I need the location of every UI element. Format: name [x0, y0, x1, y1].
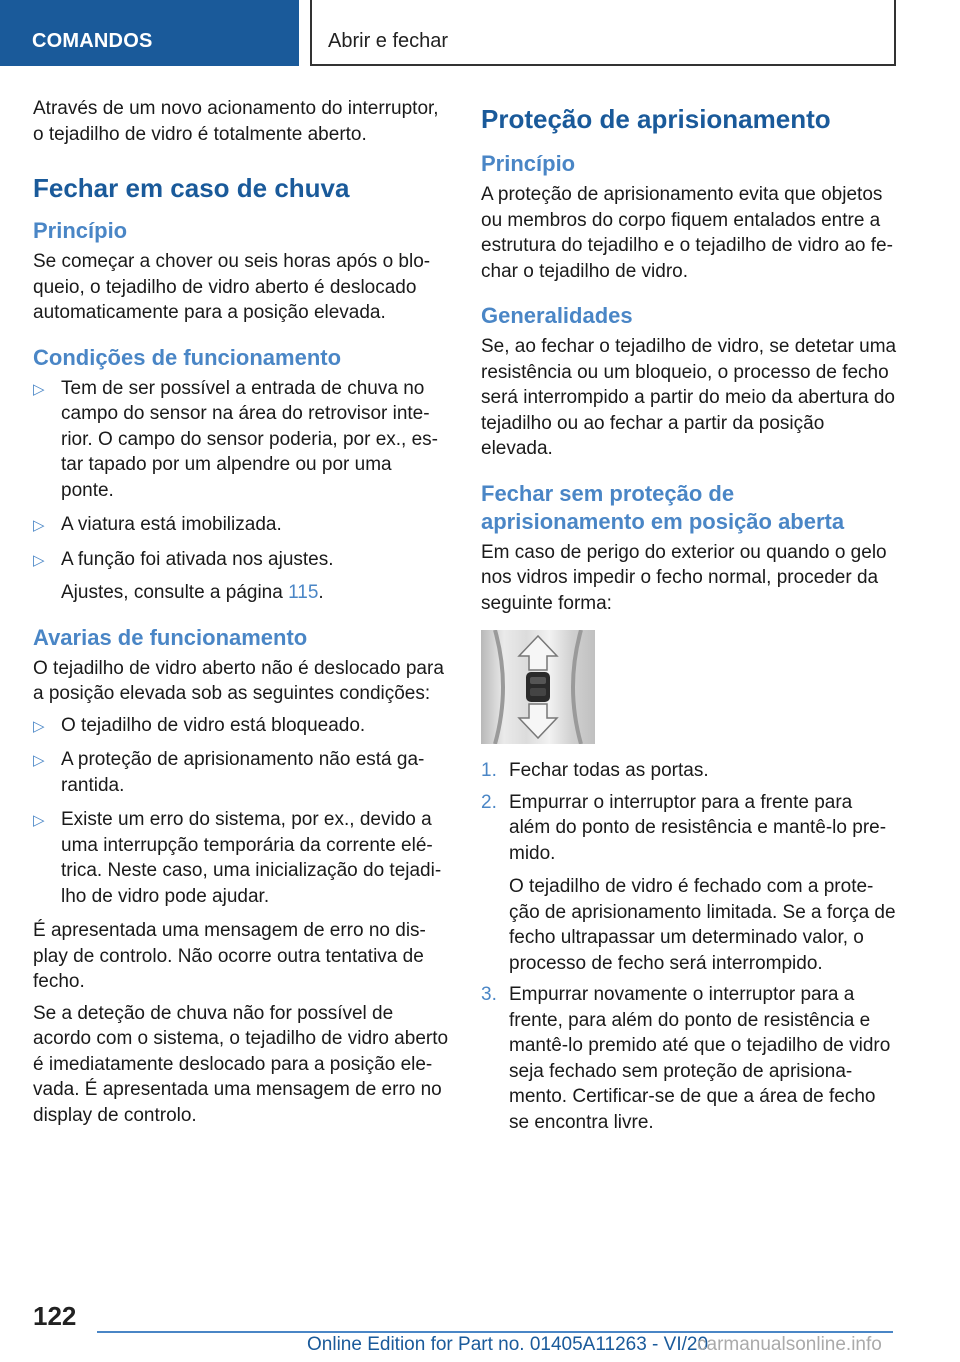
- steps-list: [481, 758, 897, 1135]
- list-item: ▷ A função foi ativada nos ajustes. Ajustes, consulte a página 115.: [33, 547, 449, 606]
- section-tab: [0, 0, 299, 66]
- list-item: 2. Empurrar o interruptor para a frente para além do ponto de resistência e mantê-lo pre‐mido. O tejadilho de vidro é fechado com a prote‐ção de aprisionamento limitada. Se a força de fecho ultrapassar um determinado valor, o processo de fecho será interrompido.: [481, 790, 897, 977]
- principle-paragraph-right: A proteção de aprisionamento evita que objetos ou membros do corpo fiquem entalados entre a estrutura do tejadilho e o tejadilho de vidro ao fe‐char o tejadilho de vidro.: [481, 184, 893, 282]
- heading-close-rain: Fechar em caso de chuva: [33, 173, 350, 203]
- heading-general: Generalidades: [481, 303, 633, 328]
- heading-pinch-protection: Proteção de aprisionamento: [481, 104, 831, 134]
- malfunctions-list: [33, 713, 449, 910]
- watermark: carmanualsonline.info: [697, 1334, 882, 1355]
- list-item: ▷ Tem de ser possível a entrada de chuva no campo do sensor na área do retrovisor inte‐rior. O campo do sensor poderia, por ex., es‐tar tapado por um alpendre ou por uma ponte.: [33, 377, 439, 501]
- topic-label: Abrir e fechar: [328, 30, 449, 52]
- page-link[interactable]: 115: [288, 582, 319, 603]
- principle-paragraph-left: Se começar a chover ou seis horas após o blo‐queio, o tejadilho de vidro aberto é deslocado automaticamente para a posição elevada.: [33, 251, 431, 323]
- heading-close-without-pinch: Fechar sem proteção de aprisionamento em posição aberta: [481, 480, 845, 534]
- list-item: 3. Empurrar novamente o interruptor para a frente, para além do ponto de resistência e mantê-lo premido até que o tejadilho de vidro seja fechado sem proteção de aprisiona‐mento. Certificar-se de que a área de fecho se encontra livre.: [481, 984, 891, 1133]
- page-number: 122: [33, 1301, 77, 1331]
- triangle-bullet-icon: ▷: [33, 551, 45, 569]
- section-label: COMANDOS: [32, 30, 153, 52]
- heading-conditions: Condições de funcionamento: [33, 344, 342, 370]
- error-message-paragraph: É apresentada uma mensagem de erro no dis‐play de controlo. Não ocorre outra tentativa de fecho.: [33, 920, 426, 992]
- malfunction-intro: O tejadilho de vidro aberto não é deslocado para a posição elevada sob as seguintes condições:: [33, 657, 444, 704]
- list-item: 1. Fechar todas as portas.: [481, 760, 709, 781]
- settings-reference: Ajustes, consulte a página 115.: [61, 582, 324, 603]
- list-item: ▷ A viatura está imobilizada.: [33, 512, 449, 538]
- triangle-bullet-icon: ▷: [33, 517, 45, 534]
- triangle-bullet-icon: ▷: [33, 752, 45, 769]
- triangle-bullet-icon: ▷: [33, 812, 45, 829]
- roof-switch-image: [481, 630, 595, 744]
- topic-tab: [310, 0, 896, 66]
- left-column: [33, 96, 449, 1134]
- conditions-list: [33, 376, 449, 606]
- edition-text: Online Edition for Part no. 01405A11263 - VI/20: [307, 1334, 709, 1355]
- danger-paragraph: Em caso de perigo do exterior ou quando o gelo nos vidros impedir o fecho normal, proceder da seguinte forma:: [481, 541, 887, 614]
- triangle-bullet-icon: ▷: [33, 717, 45, 735]
- heading-principle-right: Princípio: [481, 151, 576, 176]
- heading-principle-left: Princípio: [33, 218, 128, 243]
- list-item: ▷ O tejadilho de vidro está bloqueado.: [33, 713, 449, 739]
- intro-paragraph: Através de um novo acionamento do interruptor, o tejadilho de vidro é totalmente aberto.: [33, 98, 439, 145]
- footer-divider: [97, 1331, 893, 1333]
- list-item: ▷ A proteção de aprisionamento não está ga‐rantida.: [33, 749, 425, 796]
- right-column: [481, 96, 897, 1141]
- roof-switch-illustration: [481, 630, 595, 744]
- rain-detection-paragraph: Se a deteção de chuva não for possível de acordo com o sistema, o tejadilho de vidro aberto é imediatamente deslocado para a posição ele‐vada. É apresentada uma mensagem de erro no display de controlo.: [33, 1002, 449, 1126]
- triangle-bullet-icon: ▷: [33, 380, 45, 398]
- step-note: O tejadilho de vidro é fechado com a prote‐ção de aprisionamento limitada. Se a força de fecho ultrapassar um determinado valor, o processo de fecho será interrompido.: [509, 876, 896, 974]
- heading-malfunctions: Avarias de funcionamento: [33, 624, 308, 650]
- list-item: ▷ Existe um erro do sistema, por ex., devido a uma interrupção temporária da corrente elé‐trica. Neste caso, uma inicialização do tejadi‐lho de vidro pode ajudar.: [33, 809, 442, 907]
- general-paragraph: Se, ao fechar o tejadilho de vidro, se detetar uma resistência ou um bloqueio, o processo de fecho será interrompido a partir do meio da abertura do tejadilho ou ao fechar a partir da posição elevada.: [481, 336, 897, 459]
